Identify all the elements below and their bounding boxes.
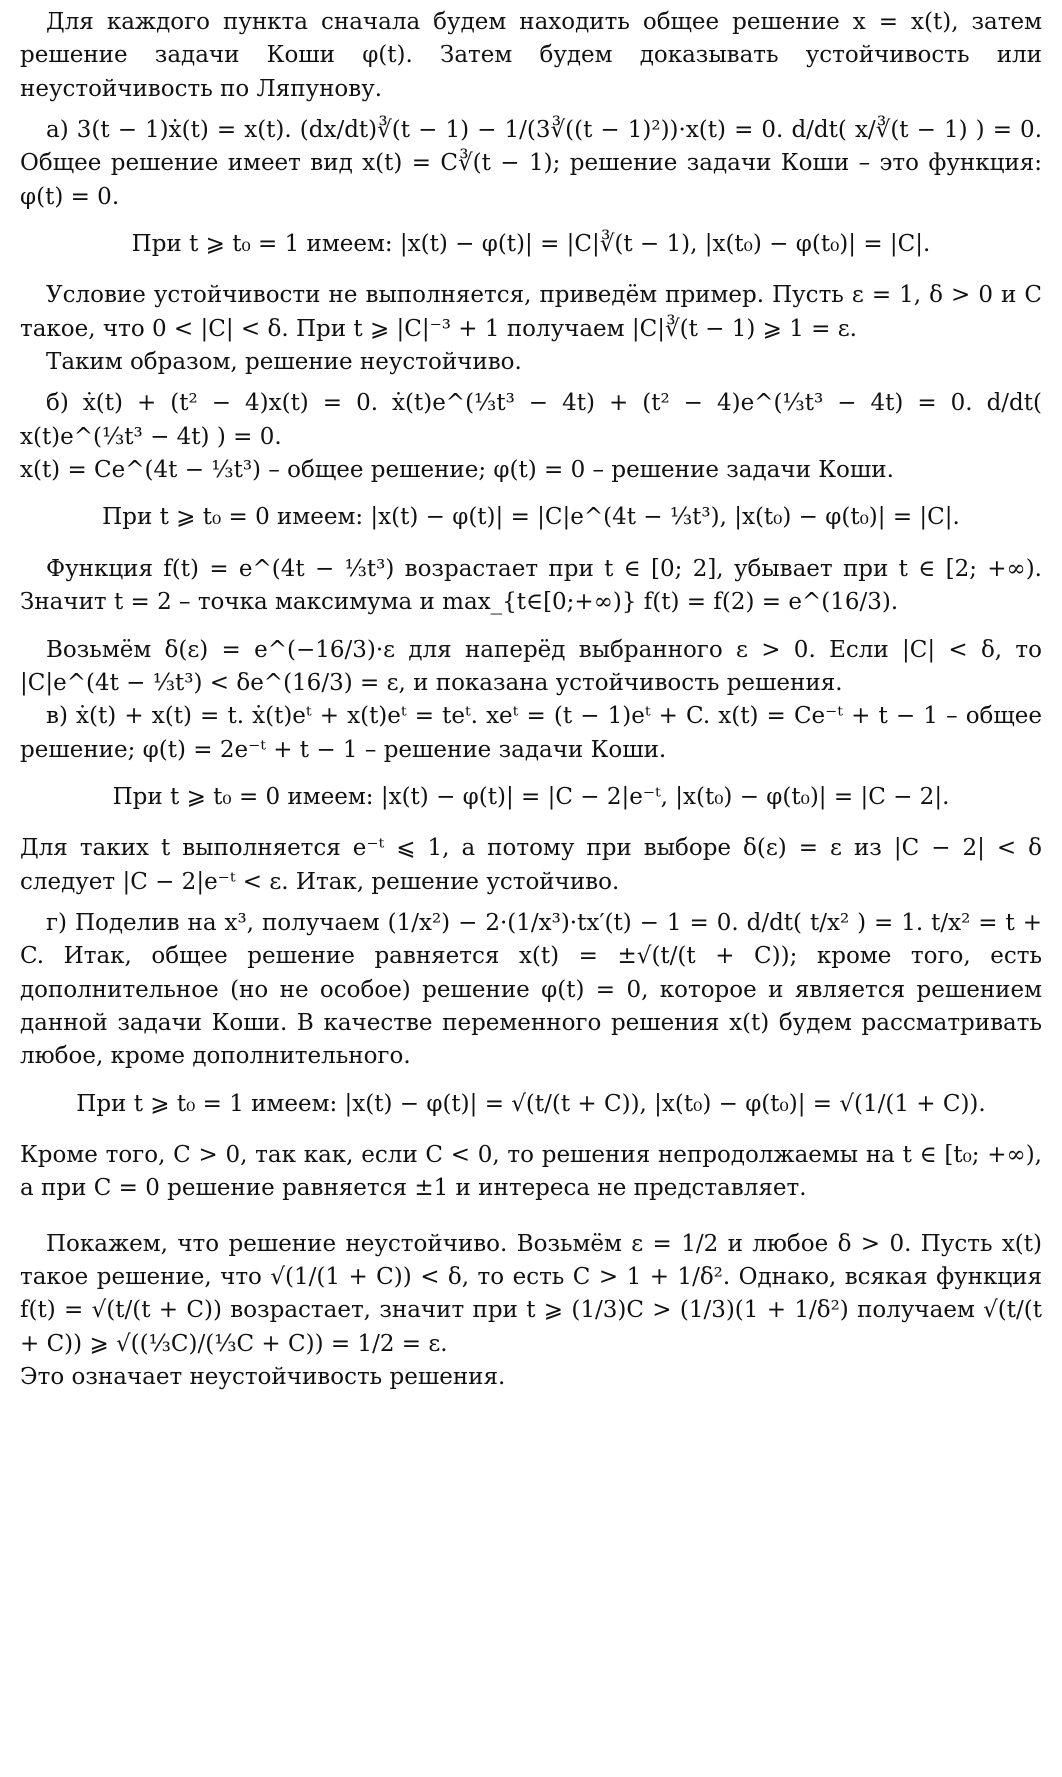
part-a-estimate: При t ⩾ t₀ = 1 имеем: |x(t) − φ(t)| = |C|∛(t − 1), |x(t₀) − φ(t₀)| = |C|. xyxy=(131,231,931,258)
part-d-constant-note: Кроме того, C > 0, так как, если C < 0, то решения непродолжаемы на t ∈ [t₀; +∞), а при C = 0 решение равняется ±1 и интереса не представляет. xyxy=(20,1141,1042,1202)
intro-paragraph: Для каждого пункта сначала будем находить общее решение x = x(t), затем решение задачи Коши φ(t). Затем будем доказывать устойчивость или неустойчивость по Ляпунову. xyxy=(20,9,1042,102)
part-a-conclusion: Таким образом, решение неустойчиво. xyxy=(46,349,522,376)
part-b-estimate: При t ⩾ t₀ = 0 имеем: |x(t) − φ(t)| = |C|e^(4t − ⅓t³), |x(t₀) − φ(t₀)| = |C|. xyxy=(102,504,960,531)
part-b-maximum: Функция f(t) = e^(4t − ⅓t³) возрастает при t ∈ [0; 2], убывает при t ∈ [2; +∞). Значит t = 2 – точка максимума и max_{t∈[0;+∞)} f(t) = f(2) = e^(16/3). xyxy=(20,555,1042,616)
part-a-instability-condition: Условие устойчивости не выполняется, приведём пример. Пусть ε = 1, δ > 0 и C такое, что 0 < |C| < δ. При t ⩾ |C|⁻³ + 1 получаем |C|∛(t − 1) ⩾ 1 = ε. xyxy=(20,282,1042,342)
part-d-instability-proof: Покажем, что решение неустойчиво. Возьмём ε = 1/2 и любое δ > 0. Пусть x(t) такое решение, что √(1/(1 + C)) < δ, то есть C > 1 + 1/δ². Однако, всякая функция f(t) = √(t/(t + C)) возрастает, значит при t ⩾ (1/3)C > (1/3)(1 + 1/δ²) получаем √(t/(t + C)) ⩾ √((⅓C)/(⅓C + C)) = 1/2 = ε. xyxy=(20,1230,1042,1357)
part-d-conclusion: Это означает неустойчивость решения. xyxy=(20,1364,506,1391)
part-c-derivation: в) ẋ(t) + x(t) = t. ẋ(t)eᵗ + x(t)eᵗ = teᵗ. xeᵗ = (t − 1)eᵗ + C. x(t) = Ce⁻ᵗ + t − 1 – общее решение; φ(t) = 2e⁻ᵗ + t − 1 – решение задачи Коши. xyxy=(20,703,1042,763)
part-b-stability: Возьмём δ(ε) = e^(−16/3)·ε для наперёд выбранного ε > 0. Если |C| < δ, то |C|e^(4t − ⅓t³) < δe^(16/3) = ε, и показана устойчивость решения. xyxy=(20,636,1042,696)
document-page xyxy=(20,6,1042,1394)
part-d-derivation: г) Поделив на x³, получаем (1/x²) − 2·(1/x³)·tx′(t) − 1 = 0. d/dt( t/x² ) = 1. t/x² = t + C. Итак, общее решение равняется x(t) = ±√(t/(t + C)); кроме того, есть дополнительное (но не особое) решение φ(t) = 0, которое и является решением данной задачи Коши. В качестве переменного решения x(t) будем рассматривать любое, кроме дополнительного. xyxy=(20,909,1042,1070)
part-b-derivation: б) ẋ(t) + (t² − 4)x(t) = 0. ẋ(t)e^(⅓t³ − 4t) + (t² − 4)e^(⅓t³ − 4t) = 0. d/dt( x(t)e^(⅓t³ − 4t) ) = 0. xyxy=(20,390,1042,450)
part-b-general-solution: x(t) = Ce^(4t − ⅓t³) – общее решение; φ(t) = 0 – решение задачи Коши. xyxy=(20,457,894,484)
part-c-estimate: При t ⩾ t₀ = 0 имеем: |x(t) − φ(t)| = |C − 2|e⁻ᵗ, |x(t₀) − φ(t₀)| = |C − 2|. xyxy=(112,783,950,810)
part-c-stability: Для таких t выполняется e⁻ᵗ ⩽ 1, а потому при выборе δ(ε) = ε из |C − 2| < δ следует |C − 2|e⁻ᵗ < ε. Итак, решение устойчиво. xyxy=(20,835,1042,895)
part-a-derivation: а) 3(t − 1)ẋ(t) = x(t). (dx/dt)∛(t − 1) − 1/(3∛((t − 1)²))·x(t) = 0. d/dt( x/∛(t − 1) ) = 0. Общее решение имеет вид x(t) = C∛(t − 1); решение задачи Коши – это функция: φ(t) = 0. xyxy=(20,117,1042,210)
part-d-estimate: При t ⩾ t₀ = 1 имеем: |x(t) − φ(t)| = √(t/(t + C)), |x(t₀) − φ(t₀)| = √(1/(1 + C)). xyxy=(76,1090,986,1117)
